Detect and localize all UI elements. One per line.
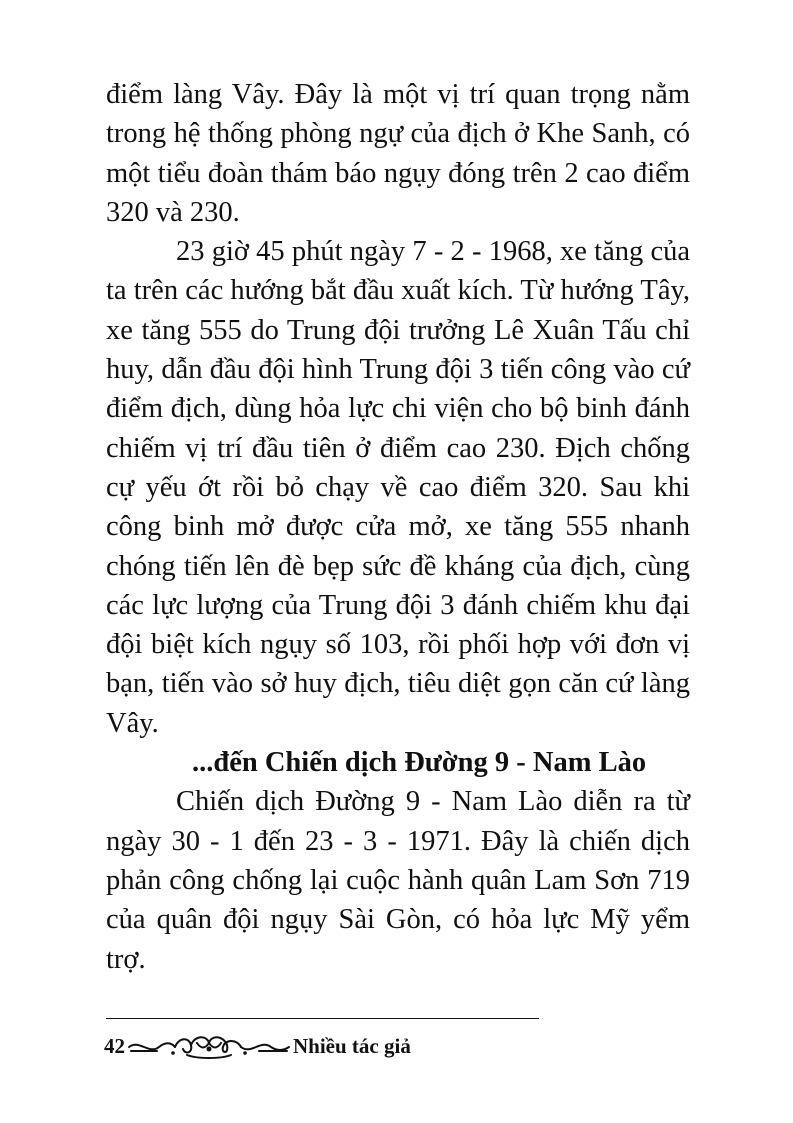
page-footer (104, 1026, 411, 1066)
decorative-flourish-icon (127, 1029, 291, 1063)
paragraph-2: 23 giờ 45 phút ngày 7 - 2 - 1968, xe tăng của ta trên các hướng bắt đầu xuất kích. Từ hướng Tây, xe tăng 555 do Trung đội trưởng Lê Xuân Tấu chỉ huy, dẫn đầu đội hình Trung đội 3 tiến công vào cứ điểm địch, dùng hỏa lực chi viện cho bộ binh đánh chiếm vị trí đầu tiên ở điểm cao 230. Địch chống cự yếu ớt rồi bỏ chạy về cao điểm 320. Sau khi công binh mở được cửa mở, xe tăng 555 nhanh chóng tiến lên đè bẹp sức đề kháng của địch, cùng các lực lượng của Trung đội 3 đánh chiếm khu đại đội biệt kích ngụy số 103, rồi phối hợp với đơn vị bạn, tiến vào sở huy địch, tiêu diệt gọn căn cứ làng Vây. (106, 236, 690, 739)
author-name: Nhiều tác giả (293, 1033, 411, 1058)
paragraph-1: điểm làng Vây. Đây là một vị trí quan trọng nằm trong hệ thống phòng ngự của địch ở Khe Sanh, có một tiểu đoàn thám báo ngụy đóng trên 2 cao điểm 320 và 230. (106, 79, 690, 228)
page-number: 42 (104, 1033, 125, 1058)
footer-rule (106, 1018, 539, 1019)
paragraph-3: Chiến dịch Đường 9 - Nam Lào diễn ra từ ngày 30 - 1 đến 23 - 3 - 1971. Đây là chiến dịch phản công chống lại cuộc hành quân Lam Sơn 719 của quân đội ngụy Sài Gòn, có hỏa lực Mỹ yểm trợ. (106, 786, 690, 975)
section-heading: ...đến Chiến dịch Đường 9 - Nam Lào (192, 747, 647, 779)
body-text (106, 75, 690, 979)
